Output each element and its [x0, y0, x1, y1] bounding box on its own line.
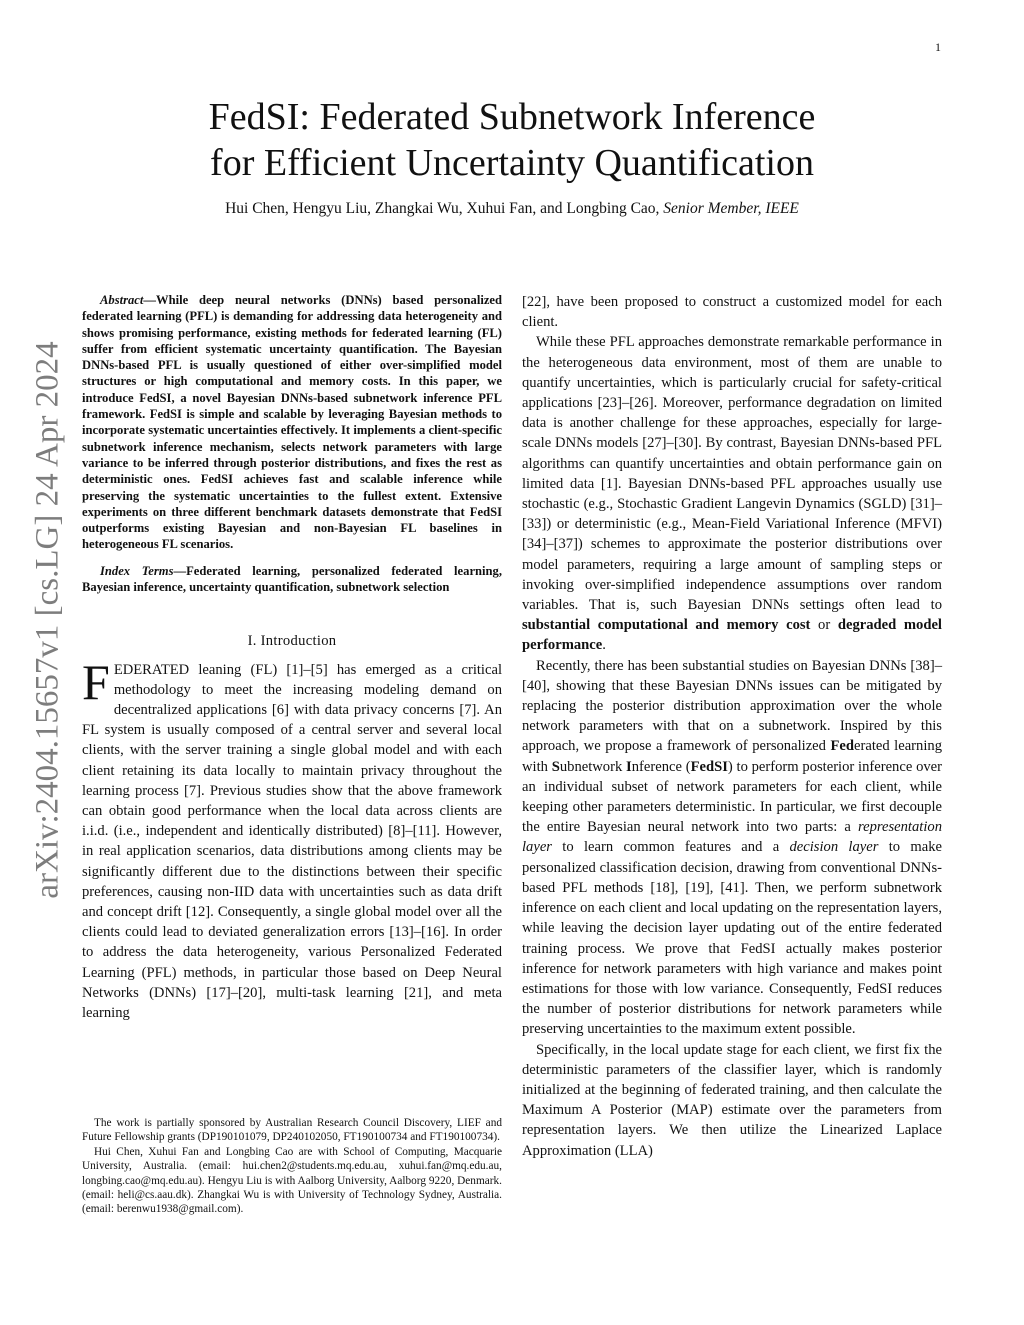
p2-text: While these PFL approaches demonstrate remarkable performance in the heterogeneous data environment, most of them are unable to quantify uncertainties, which is particularly crucial for safety-critical applications [23]–[26]. Moreover, performance degradation on limited data is another challenge for these approaches, especially for large-scale DNNs models [27]–[30]. By contrast, Bayesian DNNs-based PFL algorithms can quantify uncertainties and obtain performance gain on limited data [1]. Bayesian DNNs-based PFL approaches usually use stochastic (e.g., Stochastic Gradient Langevin Dynamics (SGLD) [31]–[33]) or deterministic (e.g., Mean-Field Variational Inference (MFVI) [34]–[37]) schemes to approximate the posterior distributions over model parameters, requiring a large amount of sampling steps or invoking over-simplified independence assumptions over random variables. That is, such Bayesian DNNs settings often lead to [522, 334, 942, 614]
p2-or: or [810, 617, 838, 634]
author-membership: Senior Member, IEEE [663, 200, 799, 217]
p3-fed-rest: erated learning with [522, 738, 942, 775]
page-number: 1 [935, 40, 941, 54]
arxiv-side-label: arXiv:2404.15657v1 [cs.LG] 24 Apr 2024 [29, 341, 66, 899]
footnote-affiliations: Hui Chen, Xuhui Fan and Longbing Cao are with School of Computing, Macquarie University, Australia. (email: hui.chen2@students.mq.edu.au, xuhui.fan@mq.edu.au, longbing.cao@mq.edu.au). Hengyu Liu is with Aalborg University, Aalborg 9220, Denmark. (email: heli@cs.aau.dk). Zhangkai Wu is with University of Technology Sydney, Australia. (email: berenwu1938@gmail.com). [82, 1145, 502, 1216]
right-column [522, 292, 942, 1161]
abstract-label: Abstract [100, 293, 144, 307]
p2-bold-cost: substantial computational and memory cost [522, 617, 811, 634]
p2-end: . [602, 637, 606, 654]
p2-bold-performance: degraded model performance [522, 617, 942, 654]
author-list [112, 200, 912, 218]
p3-bold-fedsi: FedSI [690, 758, 728, 775]
title-line-2: for Efficient Uncertainty Quantification [210, 142, 814, 184]
paragraph-3 [522, 656, 942, 1040]
footnotes [82, 1116, 502, 1217]
p3-bold-s: S [551, 758, 560, 775]
p3-i-rest: nference ( [631, 758, 691, 775]
p3-s-rest: ubnetwork [559, 758, 627, 775]
abstract [82, 292, 502, 553]
p3-italic-representation: representation layer [522, 819, 942, 856]
footnote-funding: The work is partially sponsored by Australian Research Council Discovery, LIEF and Future Fellowship grants (DP190101079, DP240102050, FT190100734 and FT190100734). [82, 1117, 502, 1144]
p3-italic-decision: decision layer [789, 839, 879, 856]
index-terms-text: —Federated learning, personalized federated learning, Bayesian inference, uncertainty quantification, subnetwork selection [82, 563, 502, 595]
paragraph-1: [22], have been proposed to construct a customized model for each client. [522, 294, 942, 331]
abstract-text: —While deep neural networks (DNNs) based personalized federated learning (PFL) is demanding for addressing data heterogeneity and shows promising performance, existing methods for federated learning (FL) suffer from efficient systematic uncertainty quantification. The Bayesian DNNs-based PFL is usually questioned of either over-simplified model structures or high computational and memory costs. In this paper, we introduce FedSI, a novel Bayesian DNNs-based subnetwork inference PFL framework. FedSI is simple and scalable by leveraging Bayesian methods to incorporate systematic uncertainties effectively. It implements a client-specific subnetwork inference mechanism, selects network parameters with large variance to be inferred through posterior distributions, and fixes the rest as deterministic ones. FedSI achieves fast and scalable inference while preserving the systematic uncertainties to the fullest extent. Extensive experiments on three different benchmark datasets demonstrate that FedSI outperforms existing Bayesian and non-Bayesian FL baselines in heterogeneous FL scenarios. [82, 293, 502, 552]
title-line-1: FedSI: Federated Subnetwork Inference [208, 96, 816, 138]
p3-text-d: to make personalized classification decision, drawing from conventional DNNs-based PFL methods [18], [19], [41]. Then, we perform subnetwork inference on each client and local updating on the representation layers, while leaving the decision layer updating out of the entire federated training process. We prove that FedSI actually makes posterior inference for network parameters with high variance and makes point estimations for those with low variance. Consequently, FedSI reduces the number of posterior distributions for network parameters while preserving uncertainties to the maximum extent possible. [522, 839, 942, 1038]
intro-text: leaning (FL) [1]–[5] has emerged as a critical methodology to meet the increasing modeling demand on decentralized applications [6] with data privacy concerns [7]. An FL system is usually composed of a central server and several local clients, with the server training a single global model and with each client retaining its data locally to maintain privacy throughout the learning process [7]. Previous studies show that the above framework can obtain good performance when the local data across clients are i.i.d. (i.e., independent and identically distributed) [8]–[11]. However, in real application scenarios, data distributions among clients may be significantly different due to the distinctions between their specific preferences, causing non-IID data with uncertainties such as data drift and concept drift [12]. Consequently, a single global model over all the clients could lead to deviated generalization errors [13]–[16]. In order to address the data heterogeneity, various Personalized Federated Learning (PFL) methods, in particular those based on Deep Neural Networks (DNNs) [17]–[20], multi-task learning [21], and meta learning [82, 661, 502, 1021]
intro-paragraph [82, 653, 502, 1024]
p3-text-b: ) to perform posterior inference over an individual subset of network parameters for each client, while keeping other parameters deterministic. In particular, we first decouple the entire Bayesian neural network into two parts: a [522, 758, 943, 836]
paper-title [112, 94, 912, 186]
paragraph-2 [522, 332, 942, 655]
paragraph-4: Specifically, in the local update stage for each client, we first fix the deterministic parameters of the classifier layer, which is randomly initialized at the beginning of federated training, and then calculate the Maximum A Posterior (MAP) estimate over the parameters from representation layers. We then utilize the Linearized Laplace Approximation (LLA) [522, 1041, 942, 1159]
p3-bold-i: I [626, 758, 632, 775]
index-terms-label: Index Terms [100, 563, 174, 578]
drop-cap: F [82, 653, 110, 710]
author-names: Hui Chen, Hengyu Liu, Zhangkai Wu, Xuhui Fan, and Longbing Cao, [225, 200, 664, 217]
intro-first-word: EDERATED [113, 661, 190, 678]
index-terms [82, 563, 502, 596]
section-heading: I. Introduction [247, 633, 337, 650]
left-column [82, 292, 502, 1023]
p3-bold-fed: Fed [830, 738, 854, 755]
p3-text-a: Recently, there has been substantial studies on Bayesian DNNs [38]–[40], showing that these Bayesian DNNs issues can be mitigated by replacing the posterior distribution approximation over the whole network parameters with that on a subnetwork. Inspired by this approach, we propose a framework of personalized [522, 657, 942, 755]
p3-text-c: to learn common features and a [552, 839, 790, 856]
